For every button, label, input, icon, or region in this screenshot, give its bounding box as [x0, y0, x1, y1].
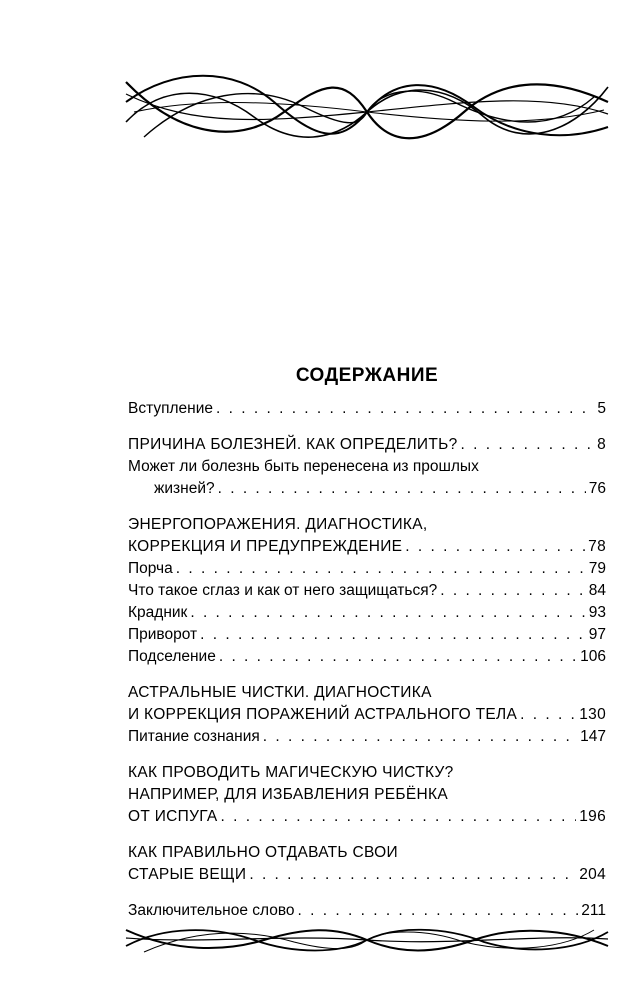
- dot-leader: [263, 726, 577, 748]
- toc-entry[interactable]: [128, 624, 606, 646]
- toc-entry[interactable]: [128, 602, 606, 624]
- entry-page: 204: [579, 866, 606, 883]
- entry-page: 106: [580, 648, 606, 665]
- entry-title: Подселение: [128, 648, 216, 665]
- dot-leader: [190, 602, 585, 624]
- entry-page: 130: [579, 706, 606, 723]
- entry-title: Крадник: [128, 604, 188, 621]
- toc-entry[interactable]: [128, 478, 606, 500]
- entry-title-line: КАК ПРОВОДИТЬ МАГИЧЕСКУЮ ЧИСТКУ?: [128, 764, 454, 781]
- entry-title: Приворот: [128, 626, 198, 643]
- entry-page: 8: [597, 436, 606, 453]
- entry-page: 211: [581, 902, 606, 919]
- entry-page: 196: [579, 808, 606, 825]
- entry-page: 79: [588, 560, 606, 577]
- entry-title-line: КАК ПРАВИЛЬНО ОТДАВАТЬ СВОИ: [128, 844, 398, 861]
- dot-leader: [219, 646, 577, 668]
- dot-leader: [249, 864, 576, 886]
- entry-title: ПРИЧИНА БОЛЕЗНЕЙ. КАК ОПРЕДЕЛИТЬ?: [128, 436, 458, 453]
- toc-entry[interactable]: [128, 646, 606, 668]
- entry-page: 76: [588, 480, 606, 497]
- toc-entry[interactable]: [128, 580, 606, 602]
- top-ornament: [124, 72, 610, 152]
- entry-title-line: ЭНЕРГОПОРАЖЕНИЯ. ДИАГНОСТИКА,: [128, 516, 428, 533]
- dot-leader: [218, 478, 586, 500]
- dot-leader: [440, 580, 586, 602]
- entry-page: 5: [597, 400, 606, 417]
- dot-leader: [298, 900, 579, 922]
- dot-leader: [221, 806, 577, 828]
- toc-entry[interactable]: [128, 864, 606, 886]
- table-of-contents: [128, 398, 606, 922]
- bottom-ornament: [124, 924, 610, 956]
- dot-leader: [200, 624, 586, 646]
- entry-title-line: АСТРАЛЬНЫЕ ЧИСТКИ. ДИАГНОСТИКА: [128, 684, 432, 701]
- entry-title: КОРРЕКЦИЯ И ПРЕДУПРЕЖДЕНИЕ: [128, 538, 403, 555]
- toc-entry[interactable]: [128, 434, 606, 456]
- toc-title: СОДЕРЖАНИЕ: [295, 365, 439, 386]
- toc-entry[interactable]: [128, 536, 606, 558]
- toc-entry[interactable]: [128, 900, 606, 922]
- toc-entry[interactable]: [128, 704, 606, 726]
- entry-title: жизней?: [154, 480, 215, 497]
- toc-entry[interactable]: [128, 806, 606, 828]
- dot-leader: [216, 398, 594, 420]
- entry-page: 84: [588, 582, 606, 599]
- toc-entry[interactable]: [128, 558, 606, 580]
- entry-title-line: НАПРИМЕР, ДЛЯ ИЗБАВЛЕНИЯ РЕБЁНКА: [128, 786, 448, 803]
- dot-leader: [520, 704, 576, 726]
- entry-title: СТАРЫЕ ВЕЩИ: [128, 866, 247, 883]
- entry-page: 147: [580, 728, 606, 745]
- entry-title: ОТ ИСПУГА: [128, 808, 218, 825]
- entry-page: 93: [588, 604, 606, 621]
- dot-leader: [176, 558, 586, 580]
- entry-title: Заключительное слово: [128, 902, 295, 919]
- entry-title: Питание сознания: [128, 728, 260, 745]
- entry-page: 97: [588, 626, 606, 643]
- dot-leader: [405, 536, 585, 558]
- entry-title-line: Может ли болезнь быть перенесена из прошлых: [128, 458, 479, 475]
- entry-title: И КОРРЕКЦИЯ ПОРАЖЕНИЙ АСТРАЛЬНОГО ТЕЛА: [128, 706, 518, 723]
- entry-title: Что такое сглаз и как от него защищаться?: [128, 582, 438, 599]
- toc-entry[interactable]: [128, 398, 606, 420]
- entry-page: 78: [588, 538, 606, 555]
- dot-leader: [461, 434, 595, 456]
- toc-entry[interactable]: [128, 726, 606, 748]
- entry-title: Порча: [128, 560, 173, 577]
- entry-title: Вступление: [128, 400, 214, 417]
